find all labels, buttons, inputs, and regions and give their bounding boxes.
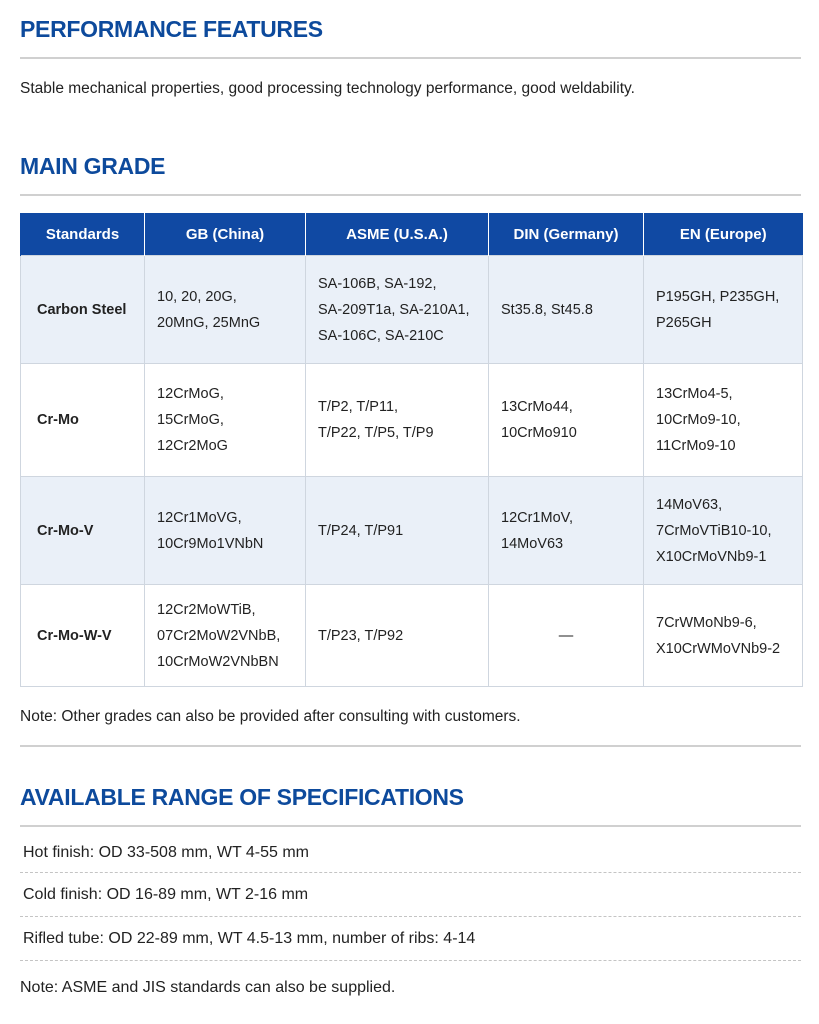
din-cell (489, 256, 644, 364)
spec-divider (20, 916, 801, 917)
cell-line: 10CrMo9-10, (656, 412, 741, 428)
grade-note: Note: Other grades can also be provided after consulting with customers. (20, 708, 521, 725)
cell-line: T/P22, T/P5, T/P9 (318, 425, 434, 441)
cell-line: 10Cr9Mo1VNbN (157, 535, 264, 552)
en-cell (644, 585, 803, 687)
cell-line: 12Cr1MoV, (501, 509, 574, 526)
cell-line: 07Cr2MoW2VNbB, (157, 627, 281, 644)
cell-line: 12Cr2MoG (157, 438, 228, 454)
cell-line: 10CrMo910 (501, 425, 577, 441)
din-cell (489, 477, 644, 585)
gb-cell (145, 256, 306, 364)
section-divider (20, 745, 801, 747)
cell-line: 10CrMoW2VNbBN (157, 653, 279, 670)
asme-cell (306, 256, 489, 364)
performance-title: PERFORMANCE FEATURES (20, 16, 323, 42)
table-row (21, 477, 803, 585)
cell-line: 20MnG, 25MnG (157, 314, 261, 331)
table-header-row (21, 213, 803, 256)
din-cell (489, 364, 644, 477)
cell-line: SA-209T1a, SA-210A1, (318, 301, 470, 318)
standard-cell: Carbon Steel (21, 256, 145, 364)
cell-line: T/P2, T/P11, (318, 399, 399, 415)
cell-line: 14MoV63 (501, 535, 564, 552)
cell-line: 14MoV63, (656, 496, 723, 513)
table-row (21, 256, 803, 364)
cell-line: X10CrMoVNb9-1 (656, 548, 767, 565)
spec-item: Cold finish: OD 16-89 mm, WT 2-16 mm (23, 886, 309, 903)
specifications-note: Note: ASME and JIS standards can also be supplied. (20, 979, 396, 996)
cell-line: 7CrMoVTiB10-10, (656, 522, 772, 539)
cell-line: SA-106B, SA-192, (318, 275, 437, 292)
gb-cell (145, 477, 306, 585)
en-cell (644, 364, 803, 477)
cell-line: P195GH, P235GH, (656, 288, 780, 305)
section-divider (20, 57, 801, 59)
cell-line: St35.8, St45.8 (501, 301, 593, 318)
asme-cell (306, 364, 489, 477)
standard-cell: Cr-Mo-V (21, 477, 145, 585)
standard-cell: Cr-Mo (21, 364, 145, 477)
spec-divider (20, 872, 801, 873)
cell-line: 12Cr1MoVG, (157, 509, 242, 526)
en-cell (644, 477, 803, 585)
spec-divider (20, 960, 801, 961)
grade-table (20, 213, 803, 687)
table-row (21, 364, 803, 477)
section-divider (20, 825, 801, 827)
cell-line: X10CrWMoVNb9-2 (656, 640, 781, 657)
asme-cell (306, 477, 489, 585)
cell-line: SA-106C, SA-210C (318, 327, 444, 344)
header-standards: Standards (21, 213, 145, 256)
gb-cell (145, 364, 306, 477)
cell-line: T/P23, T/P92 (318, 627, 404, 644)
header-gb: GB (China) (145, 213, 306, 256)
spec-item: Rifled tube: OD 22-89 mm, WT 4.5-13 mm, number of ribs: 4-14 (23, 930, 476, 947)
cell-line: 10, 20, 20G, (157, 288, 237, 305)
cell-line: — (558, 627, 574, 644)
cell-line: 13CrMo4-5, (656, 386, 733, 402)
cell-line: 11CrMo9-10 (656, 438, 736, 454)
din-cell (489, 585, 644, 687)
section-divider (20, 194, 801, 196)
cell-line: 12Cr2MoWTiB, (157, 601, 256, 618)
gb-cell (145, 585, 306, 687)
cell-line: 13CrMo44, (501, 399, 573, 415)
en-cell (644, 256, 803, 364)
performance-text: Stable mechanical properties, good processing technology performance, good weldability. (20, 80, 635, 97)
header-asme: ASME (U.S.A.) (306, 213, 489, 256)
standard-cell: Cr-Mo-W-V (21, 585, 145, 687)
specifications-title: AVAILABLE RANGE OF SPECIFICATIONS (20, 784, 464, 810)
cell-line: T/P24, T/P91 (318, 522, 404, 539)
header-din: DIN (Germany) (489, 213, 644, 256)
main-grade-title: MAIN GRADE (20, 153, 166, 179)
cell-line: P265GH (656, 314, 712, 331)
cell-line: 12CrMoG, 15CrMoG, (157, 386, 224, 428)
cell-line: 7CrWMoNb9-6, (656, 614, 757, 631)
header-en: EN (Europe) (644, 213, 803, 256)
spec-item: Hot finish: OD 33-508 mm, WT 4-55 mm (23, 844, 309, 861)
asme-cell (306, 585, 489, 687)
table-row (21, 585, 803, 687)
